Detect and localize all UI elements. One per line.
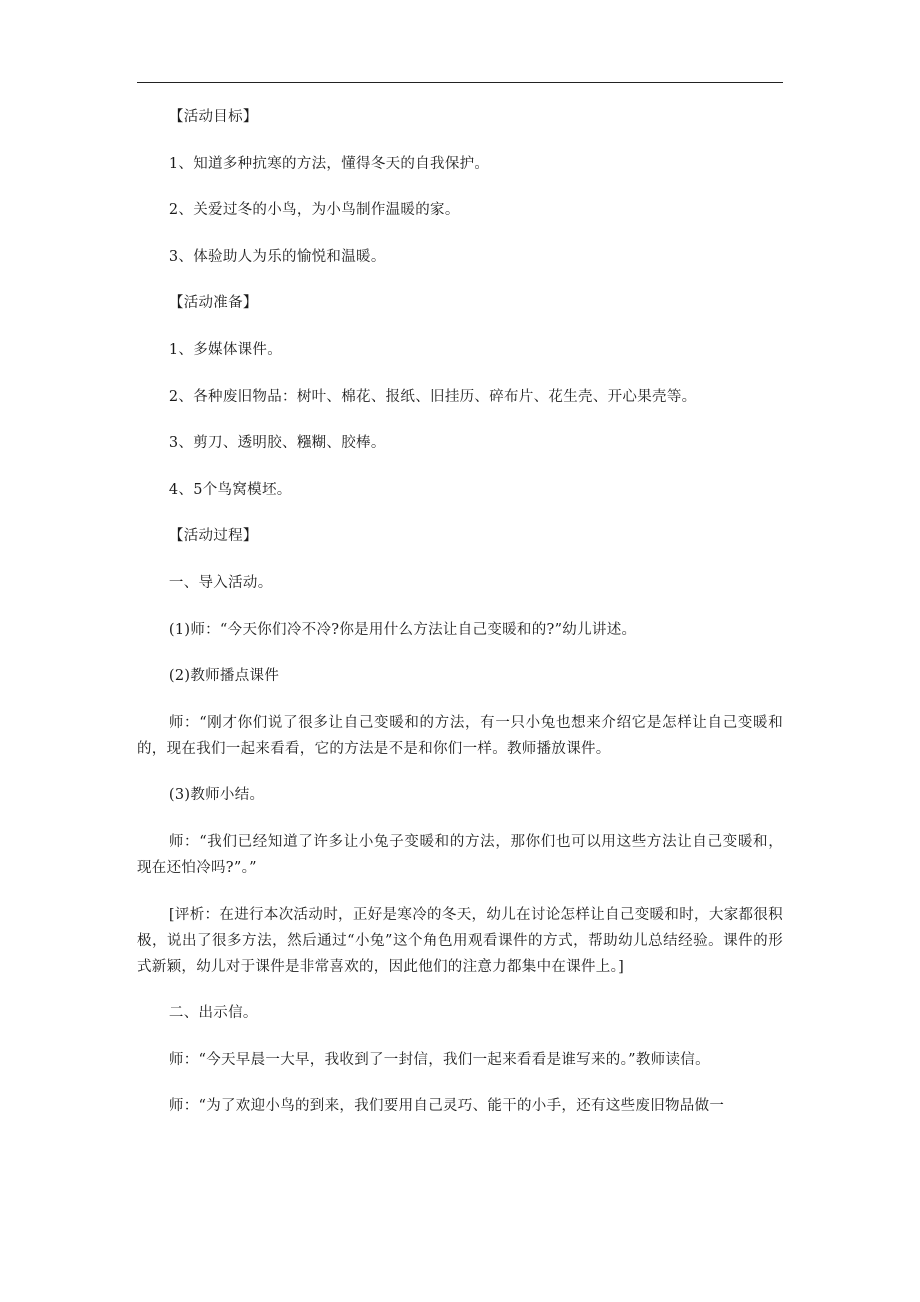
preparation-item-3: 3、剪刀、透明胶、糨糊、胶棒。 [168, 435, 386, 452]
section-heading-process: 【活动过程】 [168, 528, 258, 545]
process-paragraph: (1)师：“今天你们冷不冷?你是用什么方法让自己变暖和的?”幼儿讲述。 [168, 621, 637, 638]
preparation-item-2: 2、各种废旧物品：树叶、棉花、报纸、旧挂历、碎布片、花生壳、开心果壳等。 [168, 388, 697, 405]
section-heading-goals: 【活动目标】 [168, 109, 258, 125]
process-paragraph: 师：“刚才你们说了很多让自己变暖和的方法，有一只小兔也想来介绍它是怎样让自己变暖和的，现在我们一起来看看，它的方法是不是和你们一样。教师播放课件。 [137, 714, 783, 757]
header-rule [137, 82, 783, 83]
document-body [137, 104, 783, 1140]
process-step-2-title: 二、出示信。 [168, 1005, 258, 1022]
process-paragraph: 师：“为了欢迎小鸟的到来，我们要用自己灵巧、能干的小手，还有这些废旧物品做一 [168, 1098, 725, 1115]
goal-item-2: 2、关爱过冬的小鸟，为小鸟制作温暖的家。 [168, 202, 460, 219]
preparation-item-1: 1、多媒体课件。 [168, 341, 283, 358]
preparation-item-4: 4、5个鸟窝模坯。 [168, 481, 292, 498]
section-heading-preparation: 【活动准备】 [168, 295, 258, 312]
process-paragraph: 师：“我们已经知道了许多让小兔子变暖和的方法，那你们也可以用这些方法让自己变暖和，现在还怕冷吗?”。” [137, 833, 783, 876]
commentary-paragraph: [评析：在进行本次活动时，正好是寒冷的冬天，幼儿在讨论怎样让自己变暖和时，大家都很积极，说出了很多方法，然后通过“小兔”这个角色用观看课件的方式，帮助幼儿总结经验。课件的形式新颖，幼儿对于课件是非常喜欢的，因此他们的注意力都集中在课件上。] [137, 906, 783, 975]
goal-item-1: 1、知道多种抗寒的方法，懂得冬天的自我保护。 [168, 155, 490, 172]
process-step-1-title: 一、导入活动。 [168, 574, 273, 591]
process-paragraph: 师：“今天早晨一大早，我收到了一封信，我们一起来看看是谁写来的。”教师读信。 [168, 1051, 710, 1068]
process-paragraph: (2)教师播点课件 [168, 668, 280, 685]
process-paragraph: (3)教师小结。 [168, 787, 265, 804]
goal-item-3: 3、体验助人为乐的愉悦和温暖。 [168, 248, 386, 265]
